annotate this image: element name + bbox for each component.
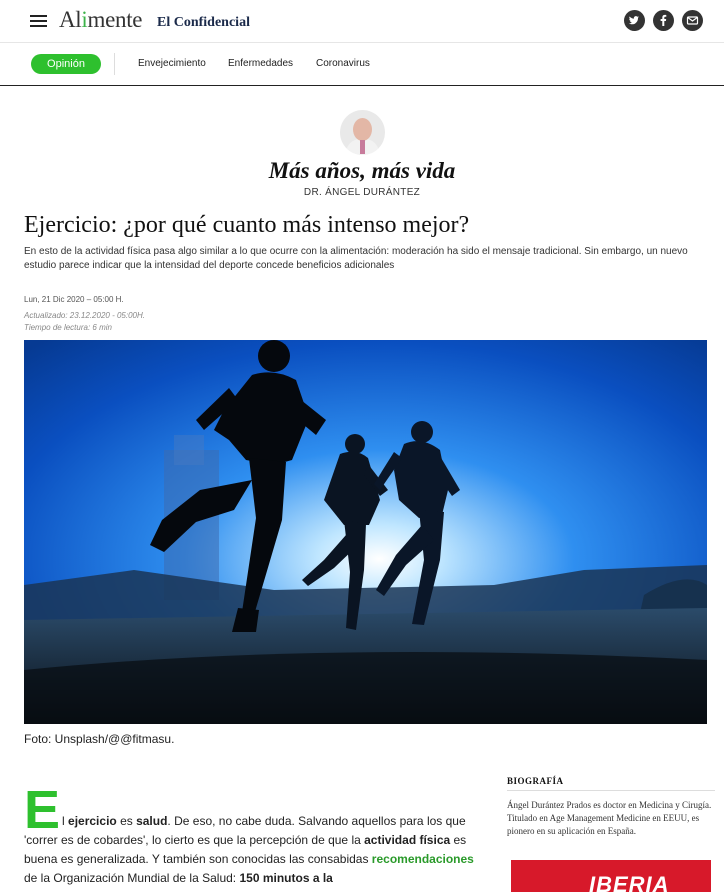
nav-link-enfermedades[interactable]: Enfermedades xyxy=(228,58,294,69)
section-nav xyxy=(0,43,724,86)
article-subtitle: En esto de la actividad física pasa algo similar a lo que ocurre con la alimentación: moderación ha sido el mensaje tradicional. Sin embargo, un nuevo estudio parece indicar que la intensidad del deporte concede beneficios adicionales xyxy=(24,246,688,271)
blog-title[interactable]: Más años, más vida xyxy=(268,158,456,183)
reading-time: Tiempo de lectura: 6 min xyxy=(24,323,112,332)
updated-date: Actualizado: 23.12.2020 - 05:00H. xyxy=(24,311,145,320)
el-confidencial-logo[interactable]: El Confidencial xyxy=(157,15,250,30)
mail-icon[interactable] xyxy=(682,10,703,31)
bio-divider xyxy=(507,790,715,791)
article-body: El ejercicio es salud. De eso, no cabe duda. Salvando aquellos para los que 'correr es de cobardes', lo cierto es que la percepción de que la actividad física es buena es generalizada. Y también son conocidas las consabidas recomendaciones de la Organización Mundial de la Salud: 150 minutos a la xyxy=(24,780,474,885)
bio-heading: BIOGRAFÍA xyxy=(507,776,564,786)
blog-author[interactable]: DR. ÁNGEL DURÁNTEZ xyxy=(303,187,421,198)
nav-link-envejecimiento[interactable]: Envejecimiento xyxy=(138,58,206,69)
recommendations-link[interactable]: recomendaciones xyxy=(371,852,474,866)
twitter-icon[interactable] xyxy=(624,10,645,31)
nav-link-coronavirus[interactable]: Coronavirus xyxy=(316,58,370,69)
alimente-logo[interactable]: Alimente xyxy=(59,7,143,32)
article-headline: Ejercicio: ¿por qué cuanto más intenso mejor? xyxy=(24,212,470,238)
menu-icon[interactable] xyxy=(30,15,47,27)
opinion-tab[interactable]: Opinión xyxy=(31,54,101,74)
iberia-ad[interactable]: IBERIA xyxy=(511,860,711,892)
publish-date: Lun, 21 Dic 2020 – 05:00 H. xyxy=(24,295,124,304)
top-header xyxy=(0,0,724,43)
bio-text: Ángel Durántez Prados es doctor en Medicina y Cirugía. Titulado en Age Management Medicine en EEUU, es pionero en su aplicación en España. xyxy=(507,800,712,836)
facebook-icon[interactable] xyxy=(653,10,674,31)
dropcap: E xyxy=(24,780,61,840)
author-avatar[interactable] xyxy=(340,110,385,155)
nav-divider xyxy=(114,53,115,75)
photo-caption: Foto: Unsplash/@@fitmasu. xyxy=(24,732,175,746)
article-photo xyxy=(24,340,707,724)
